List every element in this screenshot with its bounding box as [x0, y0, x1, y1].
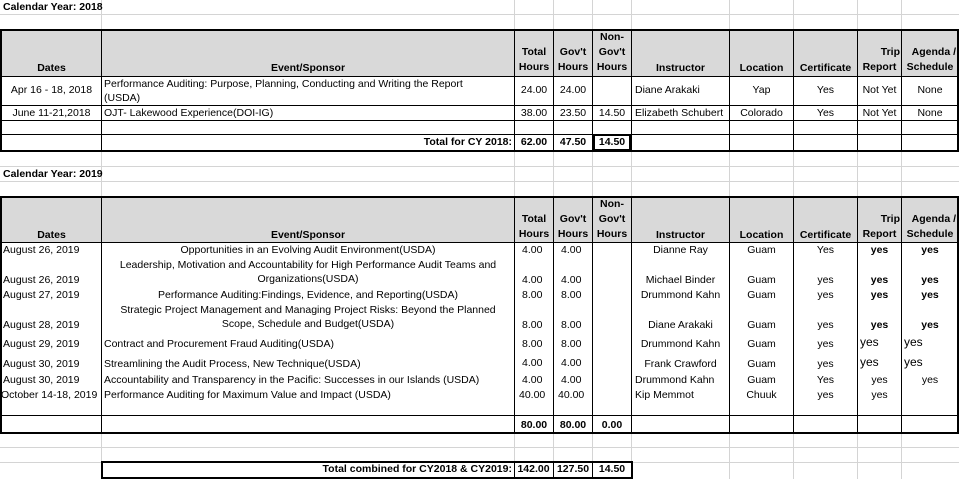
header-certificate: Certificate — [799, 229, 852, 241]
total-gov-2019: 80.00 — [559, 419, 587, 431]
cell-event: Strategic Project Management and Managing Project Risks: Beyond the Planned — [120, 304, 496, 316]
cell-event: Streamlining the Audit Process, New Technique(USDA) — [104, 358, 361, 370]
cell-instructor: Drummond Kahn — [640, 338, 721, 350]
header-nongov-1: Non- — [600, 31, 624, 43]
cell-dates: August 30, 2019 — [3, 358, 80, 370]
header-total-1: Total — [521, 46, 547, 58]
cell-event: Performance Auditing: Purpose, Planning, Conducting and Writing the Report — [104, 78, 463, 90]
cell-location: Colorado — [740, 107, 783, 119]
cell-agenda: None — [917, 107, 943, 119]
combined-total-nongov: 14.50 — [598, 463, 626, 475]
header-instructor: Instructor — [655, 62, 705, 74]
cell-dates: June 11-21,2018 — [12, 107, 91, 119]
cell-dates: August 27, 2019 — [3, 289, 80, 301]
cell-agenda: yes — [921, 289, 939, 301]
cell-instructor: Diane Arakaki — [648, 319, 713, 331]
combined-total-hours: 142.00 — [517, 463, 550, 475]
header-trip-2: Report — [862, 61, 897, 73]
header-instructor: Instructor — [655, 229, 705, 241]
cell-instructor: Michael Binder — [645, 274, 716, 286]
cell-dates: August 26, 2019 — [3, 244, 80, 256]
cell-trip: yes — [860, 335, 879, 349]
header-trip-2: Report — [862, 228, 897, 240]
cell-instructor: Drummond Kahn — [640, 289, 721, 301]
header-nongov-1: Non- — [600, 198, 624, 210]
header-nongov-2: Gov't — [598, 213, 626, 225]
cell-trip: yes — [871, 374, 888, 386]
cell-trip: yes — [871, 389, 888, 401]
cell-gov: 8.00 — [561, 319, 582, 331]
cell-agenda: yes — [904, 355, 923, 369]
header-total-2: Hours — [518, 61, 550, 73]
cell-location: Guam — [747, 274, 776, 286]
header-nongov-2: Gov't — [598, 46, 626, 58]
cell-trip: Not Yet — [862, 84, 897, 96]
total-nongov-2019: 0.00 — [601, 419, 623, 431]
cell-certificate: yes — [817, 274, 834, 286]
header-agenda-2: Schedule — [906, 228, 954, 240]
total-hours-2019: 80.00 — [520, 419, 548, 431]
cell-gov: 40.00 — [558, 389, 585, 401]
cell-agenda: None — [917, 84, 943, 96]
header-gov-2: Hours — [557, 228, 589, 240]
cell-gov: 8.00 — [561, 338, 582, 350]
cell-instructor: Kip Memmot — [635, 389, 694, 401]
cell-event: Performance Auditing:Findings, Evidence, and Reporting(USDA) — [158, 289, 458, 301]
cell-total: 4.00 — [522, 374, 543, 386]
total-label-2018: Total for CY 2018: — [423, 136, 512, 148]
cell-total: 4.00 — [522, 244, 543, 256]
cell-location: Guam — [747, 289, 776, 301]
total-gov-2018: 47.50 — [559, 136, 587, 148]
header-total-1: Total — [521, 213, 547, 225]
cell-trip: yes — [870, 244, 889, 256]
header-certificate: Certificate — [799, 62, 852, 74]
cell-total: 8.00 — [522, 289, 543, 301]
cell-dates: Apr 16 - 18, 2018 — [10, 84, 93, 96]
header-event: Event/Sponsor — [270, 62, 346, 74]
section-title-2018: Calendar Year: 2018 — [3, 1, 103, 13]
cell-dates: August 26, 2019 — [3, 274, 80, 286]
cell-total: 8.00 — [522, 338, 543, 350]
header-nongov-3: Hours — [596, 228, 628, 240]
cell-agenda: yes — [921, 374, 939, 386]
cell-certificate: Yes — [816, 84, 835, 96]
header-gov-2: Hours — [557, 61, 589, 73]
cell-gov: 23.50 — [559, 107, 587, 119]
cell-nongov: 14.50 — [598, 107, 626, 119]
cell-instructor: Frank Crawford — [644, 358, 717, 370]
cell-event-line2: Scope, Schedule and Budget(USDA) — [221, 318, 395, 330]
header-nongov-3: Hours — [596, 61, 628, 73]
cell-gov: 4.00 — [561, 374, 582, 386]
cell-certificate: Yes — [816, 107, 835, 119]
cell-total: 40.00 — [519, 389, 546, 401]
cell-location: Guam — [747, 319, 776, 331]
cell-total: 24.00 — [520, 84, 548, 96]
combined-total-label: Total combined for CY2018 & CY2019: — [322, 463, 512, 475]
cell-certificate: yes — [817, 289, 834, 301]
header-agenda-1: Agenda / — [911, 46, 956, 58]
header-location: Location — [739, 229, 784, 241]
cell-dates: August 30, 2019 — [3, 374, 80, 386]
cell-event-line2: Organizations(USDA) — [257, 273, 359, 285]
cell-gov: 4.00 — [561, 357, 582, 369]
header-event: Event/Sponsor — [270, 229, 346, 241]
header-dates: Dates — [37, 62, 66, 74]
combined-total-gov: 127.50 — [556, 463, 590, 475]
header-trip-1: Trip — [880, 46, 900, 58]
cell-certificate: Yes — [816, 374, 835, 386]
cell-gov: 8.00 — [561, 289, 582, 301]
cell-instructor: Dianne Ray — [653, 244, 708, 256]
header-gov-1: Gov't — [559, 46, 587, 58]
cell-trip: yes — [870, 289, 889, 301]
cell-certificate: yes — [817, 319, 834, 331]
cell-event: Performance Auditing for Maximum Value and Impact (USDA) — [104, 389, 391, 401]
cell-event: Contract and Procurement Fraud Auditing(USDA) — [104, 338, 334, 350]
cell-certificate: yes — [817, 338, 834, 350]
cell-agenda: yes — [921, 244, 939, 256]
cell-agenda: yes — [921, 319, 939, 331]
cell-location: Guam — [747, 244, 776, 256]
header-trip-1: Trip — [880, 213, 900, 225]
cell-event: OJT- Lakewood Experience(DOI-IG) — [104, 107, 274, 119]
cell-certificate: Yes — [816, 244, 835, 256]
header-dates: Dates — [37, 229, 66, 241]
cell-trip: yes — [870, 319, 889, 331]
cell-agenda: yes — [921, 274, 939, 286]
header-agenda-1: Agenda / — [911, 213, 956, 225]
cell-certificate: yes — [817, 389, 834, 401]
cell-agenda: yes — [904, 335, 923, 349]
cell-total: 38.00 — [520, 107, 548, 119]
cell-instructor: Elizabeth Schubert — [635, 107, 724, 119]
cell-gov: 4.00 — [561, 244, 582, 256]
cell-instructor: Drummond Kahn — [635, 374, 715, 386]
cell-trip: yes — [870, 274, 889, 286]
header-location: Location — [739, 62, 784, 74]
cell-event: Leadership, Motivation and Accountability for High Performance Audit Teams and — [119, 259, 497, 271]
header-gov-1: Gov't — [559, 213, 587, 225]
cell-instructor: Diane Arakaki — [635, 84, 700, 96]
cell-event: Opportunities in an Evolving Audit Environment(USDA) — [180, 244, 436, 256]
total-hours-2018: 62.00 — [520, 136, 548, 148]
cell-location: Guam — [747, 374, 776, 386]
cell-total: 4.00 — [522, 357, 543, 369]
section-title-2019: Calendar Year: 2019 — [3, 168, 103, 180]
header-total-2: Hours — [518, 228, 550, 240]
cell-location: Guam — [747, 338, 776, 350]
cell-event: Accountability and Transparency in the Pacific: Successes in our Islands (USDA) — [104, 374, 480, 386]
cell-location: Chuuk — [746, 389, 777, 401]
cell-total: 4.00 — [522, 274, 543, 286]
cell-dates: October 14-18, 2019 — [1, 389, 98, 401]
cell-gov: 4.00 — [561, 274, 582, 286]
cell-gov: 24.00 — [559, 84, 587, 96]
cell-trip: yes — [860, 355, 879, 369]
cell-dates: August 28, 2019 — [3, 319, 80, 331]
cell-event-line2: (USDA) — [104, 92, 141, 104]
cell-trip: Not Yet — [862, 107, 897, 119]
cell-location: Guam — [747, 358, 776, 370]
cell-location: Yap — [752, 84, 771, 96]
cell-dates: August 29, 2019 — [3, 338, 80, 350]
cell-certificate: yes — [817, 358, 834, 370]
header-agenda-2: Schedule — [906, 61, 954, 73]
total-nongov-2018: 14.50 — [593, 134, 631, 151]
cell-total: 8.00 — [522, 319, 543, 331]
